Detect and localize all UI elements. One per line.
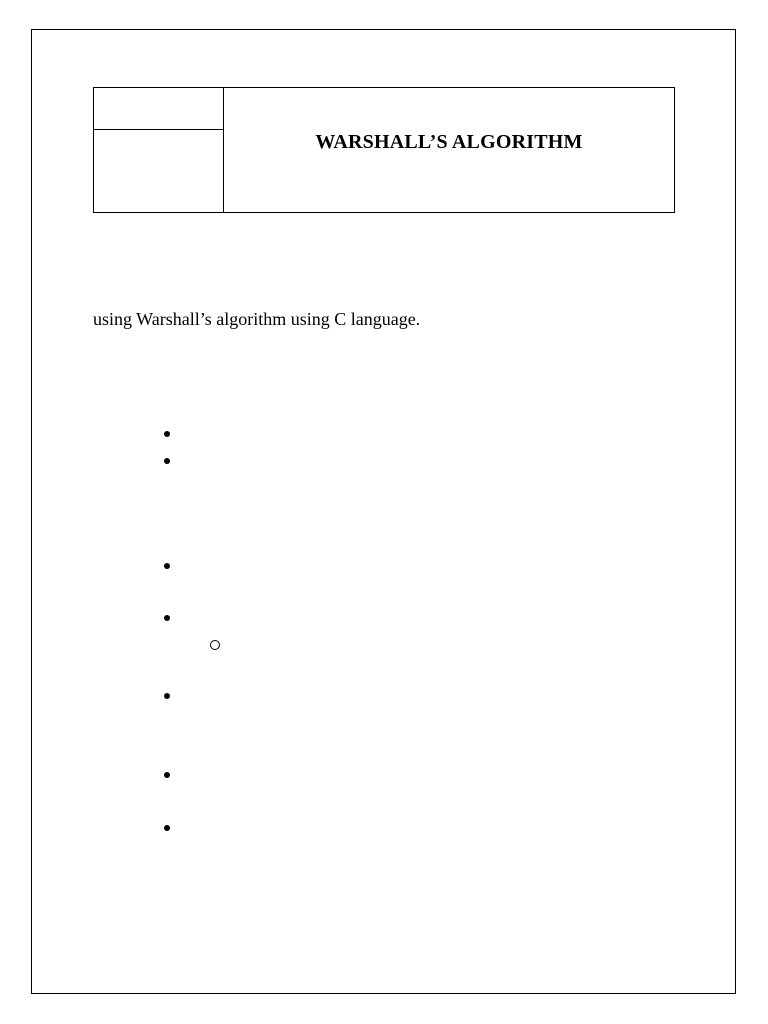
bullet-7 [164, 825, 170, 831]
page-title: WARSHALL’S ALGORITHM [315, 130, 583, 153]
bullet-5 [164, 693, 170, 699]
sub-bullet-1 [210, 640, 220, 650]
aim-text: using Warshall’s algorithm using C language. [93, 309, 421, 329]
bullet-6 [164, 772, 170, 778]
bullet-4 [164, 615, 170, 621]
header-left-column [94, 88, 224, 212]
header-left-top-cell [94, 88, 223, 130]
bullet-3 [164, 563, 170, 569]
bullet-2 [164, 458, 170, 464]
bullet-1 [164, 431, 170, 437]
header-table [93, 87, 675, 213]
